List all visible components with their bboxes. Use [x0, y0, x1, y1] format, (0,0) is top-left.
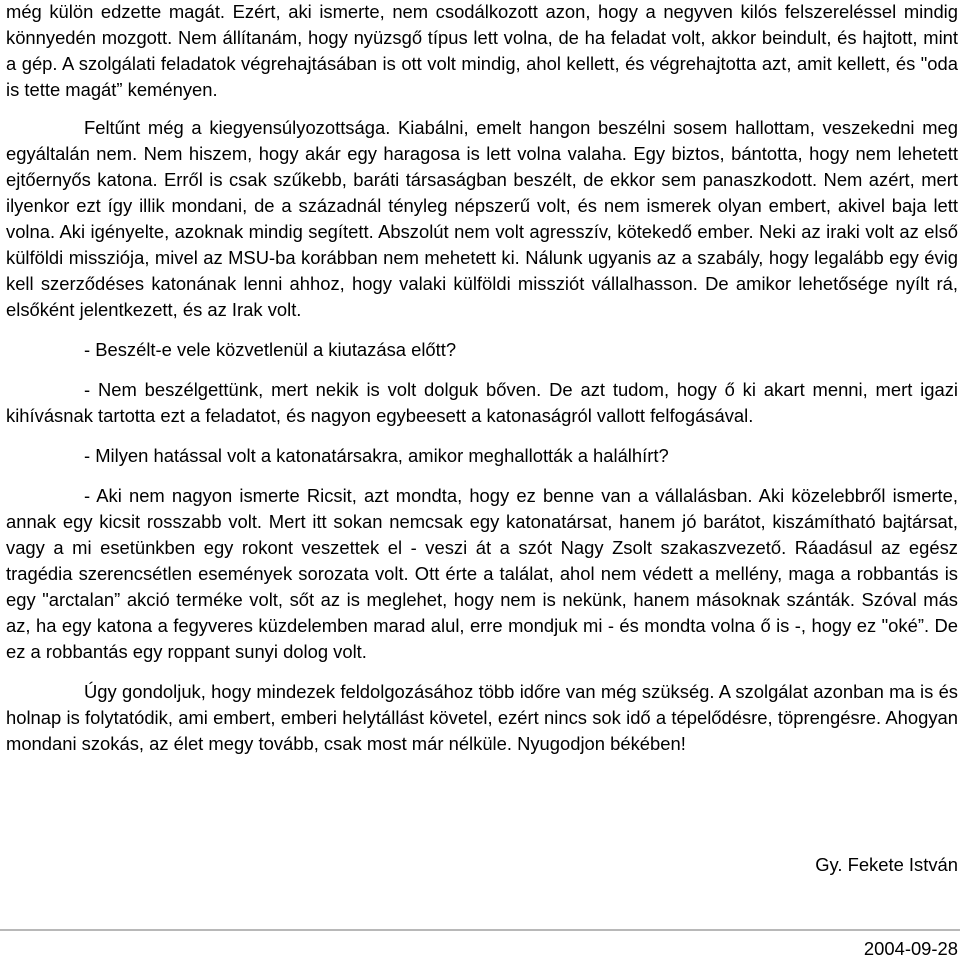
paragraph-2: Feltűnt még a kiegyensúlyozottsága. Kiabálni, emelt hangon beszélni sosem hallottam, veszekedni meg egyáltalán nem. Nem hiszem, hogy akár egy haragosa is lett volna valaha. Egy biztos, bántotta, hogy nem lehetett ejtőernyős katona. Erről is csak szűkebb, baráti társaságban beszélt, de ekkor sem panaszkodott. Nem azért, mert ilyenkor ezt így illik mondani, de a századnál tényleg népszerű volt, és nem ismerek olyan embert, akivel baja lett volna. Aki igényelte, azoknak mindig segített. Abszolút nem volt agresszív, kötekedő ember. Neki az iraki volt az első külföldi missziója, mivel az MSU-ba korábban nem mehetett ki. Nálunk ugyanis az a szabály, hogy legalább egy évig kell szerződéses katonának lenni ahhoz, hogy valaki külföldi missziót vállalhasson. De amikor lehetősége nyílt rá, elsőként jelentkezett, és az Irak volt. [6, 117, 958, 320]
article-body [6, 0, 958, 757]
author-signature: Gy. Fekete István [815, 854, 958, 875]
paragraph-1: még külön edzette magát. Ezért, aki ismerte, nem csodálkozott azon, hogy a negyven kilós felszereléssel mindig könnyedén mozgott. Nem állítanám, hogy nyüzsgő típus lett volna, de ha feladat volt, akkor beindult, és hajtott, mint a gép. A szolgálati feladatok végrehajtásában is ott volt mindig, ahol kellett, és végrehajtotta azt, amit kellett, és "oda is tette magát” keményen. [6, 1, 958, 100]
question-2: - Milyen hatással volt a katonatársakra, amikor meghallották a halálhírt? [84, 445, 669, 466]
closing-paragraph: Úgy gondoljuk, hogy mindezek feldolgozásához több időre van még szükség. A szolgálat azonban ma is és holnap is folytatódik, ami embert, emberi helytállást követel, ezért nincs sok idő a tépelődésre, töprengésre. Ahogyan mondani szokás, az élet megy tovább, csak most már nélküle. Nyugodjon békében! [6, 681, 958, 754]
answer-1: - Nem beszélgettünk, mert nekik is volt dolguk bőven. De azt tudom, hogy ő ki akart menni, mert igazi kihívásnak tartotta ezt a feladatot, és nagyon egybeesett a katonaságról vallott felfogásával. [6, 379, 958, 426]
question-1: - Beszélt-e vele közvetlenül a kiutazása előtt? [84, 339, 457, 360]
publication-date: 2004-09-28 [863, 938, 958, 959]
answer-2: - Aki nem nagyon ismerte Ricsit, azt mondta, hogy ez benne van a vállalásban. Aki közelebbről ismerte, annak egy kicsit rosszabb volt. Mert itt sokan nemcsak egy katonatársat, hanem jó barátot, kiszámítható bajtársat, vagy a mi esetünkben egy rokont veszettek el - veszi át a szót Nagy Zsolt szakaszvezető. Ráadásul az egész tragédia szerencsétlen események sorozata volt. Ott érte a találat, ahol nem védett a mellény, maga a robbantás is egy "arctalan” akció terméke volt, sőt az is meglehet, hogy nem is nekünk, hanem másoknak szánták. Szóval más az, ha egy katona a fegyveres küzdelemben marad alul, erre mondjuk mi - és mondta volna ő is -, hogy ez "oké”. De ez a robbantás egy roppant sunyi dolog volt. [6, 485, 958, 662]
footer-divider [0, 929, 960, 931]
